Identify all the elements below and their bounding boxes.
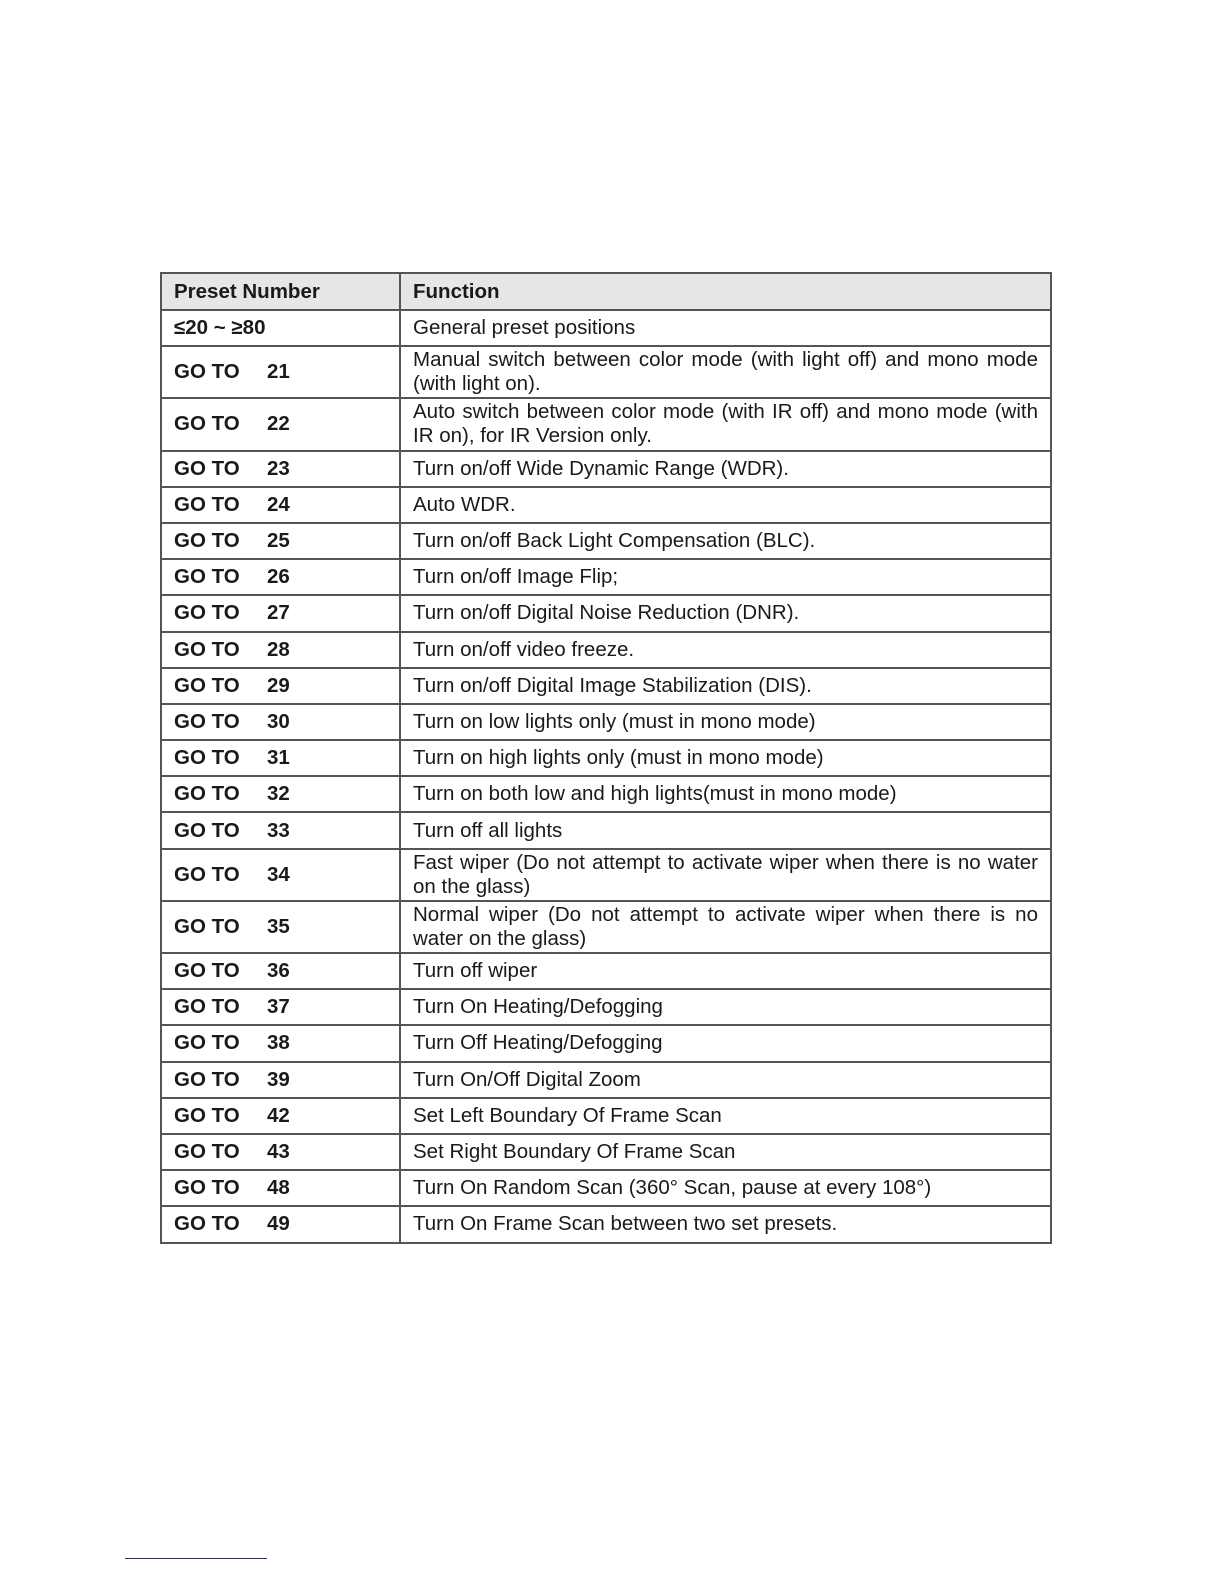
preset-number-cell — [161, 523, 400, 559]
function-cell: Turn on/off Back Light Compensation (BLC). — [400, 523, 1051, 559]
goto-label: GO TO — [174, 456, 240, 480]
function-cell: Turn on/off Image Flip; — [400, 559, 1051, 595]
goto-label: GO TO — [174, 565, 240, 589]
goto-label: GO TO — [174, 746, 240, 770]
function-cell: Turn on high lights only (must in mono mode) — [400, 740, 1051, 776]
preset-number: 43 — [267, 1140, 290, 1164]
function-header: Function — [400, 273, 1051, 310]
preset-number: 22 — [267, 412, 290, 436]
preset-number: 36 — [267, 959, 290, 983]
table-row — [161, 559, 1051, 595]
preset-number: 24 — [267, 492, 290, 516]
preset-number: 42 — [267, 1103, 290, 1127]
function-cell: General preset positions — [400, 310, 1051, 346]
goto-label: GO TO — [174, 862, 240, 886]
function-cell: Turn On Frame Scan between two set presets. — [400, 1206, 1051, 1242]
table-row — [161, 1098, 1051, 1134]
preset-function-table — [160, 272, 1052, 1244]
table-row — [161, 849, 1051, 901]
preset-number-cell — [161, 989, 400, 1025]
table-row — [161, 776, 1051, 812]
preset-number-cell — [161, 346, 400, 398]
goto-label: GO TO — [174, 1031, 240, 1055]
preset-number: 33 — [267, 818, 290, 842]
preset-number-cell — [161, 704, 400, 740]
function-cell: Turn Off Heating/Defogging — [400, 1025, 1051, 1061]
preset-number: 38 — [267, 1031, 290, 1055]
table-row — [161, 740, 1051, 776]
preset-number-cell — [161, 1170, 400, 1206]
footnote-separator — [125, 1558, 267, 1559]
function-cell: Set Right Boundary Of Frame Scan — [400, 1134, 1051, 1170]
table-row — [161, 1170, 1051, 1206]
function-cell: Set Left Boundary Of Frame Scan — [400, 1098, 1051, 1134]
function-cell: Turn On/Off Digital Zoom — [400, 1062, 1051, 1098]
table-row — [161, 901, 1051, 953]
goto-label: GO TO — [174, 1103, 240, 1127]
goto-label: GO TO — [174, 673, 240, 697]
function-cell: Auto switch between color mode (with IR off) and mono mode (with IR on), for IR Version only. — [400, 398, 1051, 450]
function-cell: Turn off all lights — [400, 812, 1051, 848]
table-row — [161, 1134, 1051, 1170]
preset-number-cell — [161, 849, 400, 901]
function-cell: Turn on/off Digital Image Stabilization (DIS). — [400, 668, 1051, 704]
table-row — [161, 1062, 1051, 1098]
preset-number: 34 — [267, 862, 290, 886]
function-cell: Normal wiper (Do not attempt to activate wiper when there is no water on the glass) — [400, 901, 1051, 953]
table-row — [161, 595, 1051, 631]
preset-number-cell — [161, 559, 400, 595]
preset-number-cell — [161, 1098, 400, 1134]
preset-number: 23 — [267, 456, 290, 480]
preset-number-cell — [161, 1025, 400, 1061]
goto-label: GO TO — [174, 782, 240, 806]
preset-number-cell — [161, 1062, 400, 1098]
preset-number: 49 — [267, 1212, 290, 1236]
function-cell: Auto WDR. — [400, 487, 1051, 523]
table-row — [161, 1025, 1051, 1061]
preset-number-cell — [161, 953, 400, 989]
preset-number-cell — [161, 632, 400, 668]
table-row — [161, 812, 1051, 848]
function-cell: Manual switch between color mode (with light off) and mono mode (with light on). — [400, 346, 1051, 398]
goto-label: GO TO — [174, 360, 240, 384]
goto-label: GO TO — [174, 818, 240, 842]
preset-number-cell — [161, 668, 400, 704]
goto-label: GO TO — [174, 492, 240, 516]
preset-number: 48 — [267, 1176, 290, 1200]
function-cell: Turn on both low and high lights(must in mono mode) — [400, 776, 1051, 812]
goto-label: GO TO — [174, 1067, 240, 1091]
table-row — [161, 310, 1051, 346]
table-row — [161, 989, 1051, 1025]
table-row — [161, 632, 1051, 668]
goto-label: GO TO — [174, 959, 240, 983]
goto-label: GO TO — [174, 637, 240, 661]
table-header-row — [161, 273, 1051, 310]
preset-number: 31 — [267, 746, 290, 770]
preset-number-cell — [161, 740, 400, 776]
preset-number: 37 — [267, 995, 290, 1019]
goto-label: GO TO — [174, 914, 240, 938]
function-cell: Turn on/off video freeze. — [400, 632, 1051, 668]
preset-number-cell — [161, 451, 400, 487]
table-row — [161, 346, 1051, 398]
preset-number: 25 — [267, 529, 290, 553]
function-cell: Turn On Heating/Defogging — [400, 989, 1051, 1025]
goto-label: GO TO — [174, 1176, 240, 1200]
preset-number: 29 — [267, 673, 290, 697]
function-cell: Turn on/off Wide Dynamic Range (WDR). — [400, 451, 1051, 487]
goto-label: GO TO — [174, 995, 240, 1019]
goto-label: GO TO — [174, 709, 240, 733]
table-row — [161, 487, 1051, 523]
preset-number-cell — [161, 595, 400, 631]
function-cell: Turn off wiper — [400, 953, 1051, 989]
preset-number: 26 — [267, 565, 290, 589]
table-row — [161, 1206, 1051, 1242]
function-cell: Turn On Random Scan (360° Scan, pause at every 108°) — [400, 1170, 1051, 1206]
table-row — [161, 523, 1051, 559]
preset-number-cell — [161, 776, 400, 812]
preset-number-cell — [161, 901, 400, 953]
goto-label: GO TO — [174, 601, 240, 625]
preset-number: 27 — [267, 601, 290, 625]
table-row — [161, 451, 1051, 487]
preset-number-header: Preset Number — [161, 273, 400, 310]
table-row — [161, 704, 1051, 740]
goto-label: GO TO — [174, 1140, 240, 1164]
preset-number-cell — [161, 1206, 400, 1242]
preset-number-cell — [161, 487, 400, 523]
preset-number: 35 — [267, 914, 290, 938]
preset-number: 28 — [267, 637, 290, 661]
preset-number-cell — [161, 812, 400, 848]
preset-number: 30 — [267, 709, 290, 733]
preset-number: 21 — [267, 360, 290, 384]
goto-label: GO TO — [174, 1212, 240, 1236]
function-cell: Fast wiper (Do not attempt to activate wiper when there is no water on the glass) — [400, 849, 1051, 901]
preset-number: 32 — [267, 782, 290, 806]
function-cell: Turn on/off Digital Noise Reduction (DNR). — [400, 595, 1051, 631]
preset-number: ≤20 ~ ≥80 — [174, 316, 266, 340]
table-row — [161, 668, 1051, 704]
preset-number-cell — [161, 398, 400, 450]
preset-number-cell — [161, 1134, 400, 1170]
function-cell: Turn on low lights only (must in mono mode) — [400, 704, 1051, 740]
preset-number: 39 — [267, 1067, 290, 1091]
goto-label: GO TO — [174, 529, 240, 553]
goto-label: GO TO — [174, 412, 240, 436]
table-row — [161, 398, 1051, 450]
table-row — [161, 953, 1051, 989]
preset-number-cell — [161, 310, 400, 346]
